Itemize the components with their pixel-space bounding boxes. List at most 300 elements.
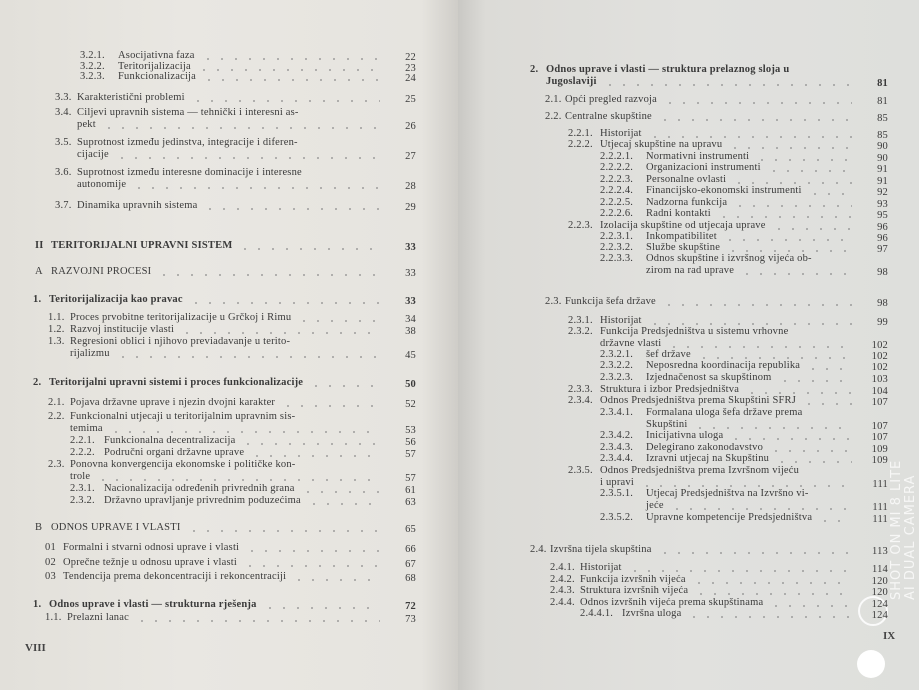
- toc-entry-text: Službe skupštine: [646, 242, 721, 253]
- toc-entry-number: 2.2.3.: [568, 220, 593, 231]
- toc-entry-line: [646, 419, 852, 431]
- dot-leader: [603, 76, 852, 87]
- toc-entry-title: [49, 377, 380, 389]
- toc-entry-title: [77, 200, 380, 212]
- toc-entry: [70, 495, 416, 507]
- dot-leader: [189, 294, 380, 305]
- dot-leader: [772, 220, 852, 231]
- toc-entry-number: 2.3.5.1.: [600, 488, 634, 499]
- toc-page-number: 111: [872, 514, 888, 525]
- toc-page-number: 95: [877, 210, 888, 221]
- toc-entry: [600, 430, 888, 442]
- toc-page-number: 109: [871, 444, 888, 455]
- toc-entry-text: Izjednačenost sa skupštinom: [646, 372, 772, 383]
- toc-page-number: 28: [405, 180, 416, 192]
- dot-leader: [732, 174, 852, 185]
- toc-entry-title: [49, 294, 380, 306]
- toc-entry-line: [77, 200, 380, 212]
- dot-leader: [818, 512, 852, 523]
- toc-entry: [70, 483, 416, 495]
- toc-entry-title: [63, 571, 380, 583]
- toc-entry-line: [63, 557, 380, 569]
- toc-entry-line: [63, 571, 380, 583]
- dot-leader: [203, 200, 380, 211]
- toc-entry-text: Odnos uprave i vlasti — strukturna rješenja: [49, 599, 257, 610]
- toc-entry-title: [51, 266, 380, 278]
- toc-entry-number: 3.4.: [55, 107, 72, 118]
- toc-entry-text: Izolacija skupštine od utjecaja uprave: [600, 220, 766, 231]
- toc-entry-number: 2.3.5.: [568, 465, 593, 476]
- dot-leader: [692, 574, 852, 585]
- toc-entry-title: [104, 447, 380, 459]
- toc-entry-title: [77, 107, 380, 130]
- toc-entry-title: [70, 397, 380, 409]
- dot-leader: [245, 542, 380, 553]
- toc-entry-number: 2.2.2.3.: [600, 174, 634, 185]
- toc-page-number: 24: [405, 73, 416, 84]
- toc-page-number: 50: [405, 379, 416, 390]
- toc-entry-title: [646, 407, 852, 430]
- toc-entry: [55, 200, 416, 212]
- toc-entry-line: [646, 208, 852, 220]
- toc-page-number: 26: [405, 120, 416, 132]
- toc-entry: [600, 151, 888, 163]
- toc-entry-title: [77, 137, 380, 160]
- toc-entry-number: 03: [45, 571, 56, 582]
- dot-leader: [241, 435, 380, 446]
- toc-entry-line: [600, 465, 852, 477]
- dot-leader: [717, 208, 852, 219]
- toc-entry-number: 2.2.3.3.: [600, 253, 634, 264]
- toc-entry: [600, 442, 888, 454]
- toc-entry-title: [63, 557, 380, 569]
- toc-page-number: 52: [405, 399, 416, 410]
- toc-entry-title: [67, 612, 380, 624]
- toc-entry-text: Teritorijalizacija: [118, 61, 191, 72]
- toc-entry-number: 2.3.: [48, 459, 65, 470]
- toc-entry-text: Odnos skupštine i izvršnog vijeća ob-: [646, 253, 812, 264]
- toc-entry-number: 1.: [33, 599, 42, 610]
- toc-page-number: 114: [872, 564, 888, 575]
- toc-entry-title: [77, 167, 380, 190]
- toc-entry-line: [77, 167, 380, 179]
- dot-leader: [723, 231, 852, 242]
- page-folio-left: VIII: [25, 642, 46, 654]
- toc-entry-title: [646, 208, 852, 220]
- toc-entry-number: 02: [45, 557, 56, 568]
- toc-entry: [48, 459, 416, 482]
- toc-entry-line: [646, 372, 852, 384]
- toc-entry-number: 2.4.2.: [550, 574, 575, 585]
- toc-entry-number: 2.3.4.3.: [600, 442, 634, 453]
- toc-entry-title: [580, 574, 852, 586]
- toc-entry-text: TERITORIJALNI UPRAVNI SISTEM: [51, 240, 233, 251]
- toc-entry-number: 2.2.: [545, 111, 562, 122]
- toc-entry-title: [646, 231, 852, 243]
- toc-entry: [80, 71, 416, 83]
- toc-entry-text: pekt: [77, 118, 96, 130]
- toc-entry-title: [600, 128, 852, 140]
- toc-entry-title: [646, 151, 852, 163]
- toc-entry-text: Odnos Predsjedništva prema Izvršnom vijeću: [600, 465, 800, 476]
- toc-page-number: 93: [877, 199, 888, 210]
- toc-entry-title: [646, 430, 852, 442]
- toc-page-number: 22: [405, 52, 416, 63]
- toc-entry-text: Proces prvobitne teritorijalizacije u Grčkoj i Rimu: [70, 312, 292, 323]
- toc-entry-title: [580, 562, 852, 574]
- toc-page-number: 57: [405, 449, 416, 460]
- toc-entry: [600, 512, 888, 524]
- toc-entry-text: Organizacioni instrumenti: [646, 162, 761, 173]
- toc-entry-line: [646, 162, 852, 174]
- toc-entry-title: [600, 315, 852, 327]
- toc-entry-number: 2.4.3.: [550, 585, 575, 596]
- toc-entry: [600, 453, 888, 465]
- toc-page-number: 99: [877, 317, 888, 328]
- dot-leader: [263, 599, 380, 610]
- toc-entry-line: [77, 107, 380, 119]
- toc-page-number: 102: [871, 362, 888, 373]
- dot-leader: [667, 338, 852, 349]
- toc-entry-title: [646, 488, 852, 511]
- toc-page-number: 57: [405, 472, 416, 484]
- toc-entry-text: Struktura i izbor Predsjedništva: [600, 384, 740, 395]
- toc-page-number: 25: [405, 94, 416, 105]
- toc-page-number: 33: [405, 296, 416, 307]
- dot-leader: [648, 315, 852, 326]
- toc-entry-text: Oprečne težnje u odnosu uprave i vlasti: [63, 557, 237, 568]
- toc-entry: [600, 231, 888, 243]
- dot-leader: [238, 240, 380, 251]
- toc-entry-number: 3.2.2.: [80, 61, 105, 72]
- toc-entry-text: Regresioni oblici i njihovo previadavanje u terito-: [70, 336, 291, 347]
- dot-leader: [726, 242, 852, 253]
- toc-entry-line: [646, 253, 852, 265]
- toc-entry-number: 2.2.2.2.: [600, 162, 634, 173]
- toc-entry-number: 3.2.3.: [80, 71, 105, 82]
- toc-entry-text: Funkcija šefa države: [565, 296, 656, 307]
- toc-entry-title: [70, 312, 380, 324]
- toc-entry-line: [646, 174, 852, 186]
- toc-entry: [48, 411, 416, 434]
- dot-leader: [116, 348, 380, 359]
- toc-entry-number: 2.2.2.: [568, 139, 593, 150]
- dot-leader: [687, 608, 852, 619]
- toc-entry-title: [646, 185, 852, 197]
- toc-entry-line: [565, 296, 852, 308]
- toc-entry: [45, 542, 416, 554]
- dot-leader: [628, 562, 852, 573]
- dot-leader: [694, 585, 852, 596]
- toc-entry-title: [118, 50, 380, 62]
- toc-entry-line: [600, 128, 852, 140]
- toc-page-number: 97: [877, 244, 888, 255]
- toc-entry-title: [646, 442, 852, 454]
- toc-entry: [55, 92, 416, 104]
- toc-entry-text: Asocijativna faza: [118, 50, 195, 61]
- toc-entry-line: [600, 139, 852, 151]
- toc-entry-text: Personalne ovlasti: [646, 174, 727, 185]
- toc-entry-title: [646, 242, 852, 254]
- dot-leader: [769, 597, 852, 608]
- toc-entry-line: [646, 512, 852, 524]
- toc-entry: [545, 296, 888, 308]
- toc-entry-line: [646, 360, 852, 372]
- toc-page-number: 65: [405, 524, 416, 535]
- dot-leader: [202, 71, 380, 82]
- toc-entry-number: 2.3.1.: [568, 315, 593, 326]
- toc-entry-number: 1.: [33, 294, 42, 305]
- toc-entry-number: 3.5.: [55, 137, 72, 148]
- dot-leader: [180, 324, 380, 335]
- toc-entry-line: [646, 231, 852, 243]
- toc-page-number: 96: [877, 233, 888, 244]
- toc-page-number: 91: [877, 164, 888, 175]
- toc-entry-number: 2.2.2.1.: [600, 151, 634, 162]
- dot-leader: [663, 94, 852, 105]
- toc-entry-text: Jugoslaviji: [546, 75, 597, 87]
- toc-entry: [568, 395, 888, 407]
- toc-entry-line: [104, 483, 380, 495]
- toc-entry-title: [580, 597, 852, 609]
- toc-entry-text: Historijat: [600, 315, 642, 326]
- toc-page-number: 92: [877, 187, 888, 198]
- toc-page-number: 66: [405, 544, 416, 555]
- toc-entry: [550, 574, 888, 586]
- toc-entry-number: 2.3.4.: [568, 395, 593, 406]
- toc-entry-text: Historijat: [600, 128, 642, 139]
- toc-page-number: 124: [871, 610, 888, 621]
- toc-entry-line: [118, 50, 380, 62]
- toc-entry: [600, 407, 888, 430]
- toc-entry-text: trole: [70, 470, 91, 482]
- toc-entry-title: [646, 174, 852, 186]
- toc-entry-number: 01: [45, 542, 56, 553]
- dot-leader: [187, 522, 380, 533]
- toc-entry-text: Prelazni lanac: [67, 612, 129, 623]
- toc-entry-title: [51, 240, 380, 252]
- toc-entry-text: Nadzorna funkcija: [646, 197, 728, 208]
- toc-page-number: 67: [405, 559, 416, 570]
- toc-entry-number: 2.3.2.: [568, 326, 593, 337]
- toc-entry: [568, 128, 888, 140]
- toc-page-number: 107: [871, 397, 888, 408]
- toc-entry-line: [646, 453, 852, 465]
- toc-entry-text: ODNOS UPRAVE I VLASTI: [51, 522, 181, 533]
- toc-page-number: 34: [405, 314, 416, 325]
- toc-page-number: 85: [877, 113, 888, 124]
- toc-entry-line: [70, 459, 380, 471]
- toc-entry-line: [118, 71, 380, 83]
- dot-leader: [740, 265, 852, 276]
- toc-entry-title: [580, 585, 852, 597]
- dot-leader: [307, 495, 380, 506]
- toc-entry-number: 2.2.1.: [70, 435, 95, 446]
- toc-entry: [48, 397, 416, 409]
- toc-entry-title: [104, 495, 380, 507]
- toc-entry-line: [600, 220, 852, 232]
- toc-entry: [35, 266, 416, 278]
- toc-entry-title: [70, 336, 380, 359]
- toc-entry-line: [49, 599, 380, 611]
- toc-entry-title: [600, 384, 852, 396]
- toc-entry-text: Suprotnost između jedinstva, integracije i diferen-: [77, 137, 298, 148]
- toc-entry-text: Utjecaj skupštine na upravu: [600, 139, 723, 150]
- toc-entry: [530, 544, 888, 556]
- toc-entry-line: [580, 585, 852, 597]
- toc-entry-number: B: [35, 522, 43, 533]
- toc-entry: [33, 294, 416, 306]
- toc-entry-text: Funkcionalizacija: [118, 71, 197, 82]
- toc-page-number: 33: [405, 268, 416, 279]
- toc-page-number: 113: [872, 546, 888, 557]
- toc-entry: [568, 465, 888, 488]
- toc-page-number: 33: [405, 242, 416, 253]
- toc-entry-text: rijalizmu: [70, 347, 110, 359]
- toc-entry-number: 2.2.2.5.: [600, 197, 634, 208]
- toc-page-number: 81: [877, 96, 888, 107]
- toc-entry-line: [646, 407, 852, 419]
- dot-leader: [767, 162, 852, 173]
- toc-entry-title: [118, 71, 380, 83]
- toc-entry-number: 2.2.3.1.: [600, 231, 634, 242]
- page-folio-right: IX: [883, 630, 896, 642]
- toc-entry: [55, 167, 416, 190]
- toc-entry-number: 1.3.: [48, 336, 65, 347]
- toc-entry-text: Funkcija Predsjedništva u sistemu vrhovne: [600, 326, 789, 337]
- toc-entry-line: [646, 242, 852, 254]
- toc-entry-text: Opći pregled razvoja: [565, 94, 658, 105]
- toc-entry-text: Karakteristični problemi: [77, 92, 185, 103]
- toc-entry-line: [550, 544, 852, 556]
- dot-leader: [745, 384, 852, 395]
- toc-entry-number: 2.4.1.: [550, 562, 575, 573]
- dot-leader: [201, 50, 380, 61]
- dot-leader: [808, 185, 852, 196]
- watermark-line-2: AI DUAL CAMERA: [903, 474, 918, 600]
- toc-page-number: 45: [405, 349, 416, 361]
- toc-entry-text: šef države: [646, 349, 691, 360]
- toc-entry-number: 2.3.4.1.: [600, 407, 634, 418]
- toc-entry: [70, 447, 416, 459]
- toc-entry-number: 2.3.2.3.: [600, 372, 634, 383]
- toc-entry-number: A: [35, 266, 43, 277]
- toc-entry-text: Skupštini: [646, 418, 688, 430]
- toc-entry-number: 2.3.4.2.: [600, 430, 634, 441]
- toc-page-number: 56: [405, 437, 416, 448]
- dot-leader: [243, 557, 380, 568]
- toc-entry-line: [646, 197, 852, 209]
- toc-entry-text: Financijsko-ekonomski instrumenti: [646, 185, 802, 196]
- toc-entry-line: [77, 179, 380, 191]
- dot-leader: [693, 419, 852, 430]
- toc-entry-number: 2.3.: [545, 296, 562, 307]
- toc-entry-text: Formalni i stvarni odnosi uprave i vlasti: [63, 542, 240, 553]
- toc-entry-text: Odnos uprave i vlasti — struktura prelaznog sloja u: [546, 64, 790, 75]
- toc-entry-number: 2.1.: [545, 94, 562, 105]
- toc-entry: [35, 240, 416, 252]
- toc-entry-title: [600, 220, 852, 232]
- watermark-dot-icon: [857, 650, 885, 678]
- toc-entry-title: [63, 542, 380, 554]
- toc-entry-line: [104, 495, 380, 507]
- dot-leader: [729, 430, 852, 441]
- toc-entry: [48, 336, 416, 359]
- toc-entry-line: [70, 312, 380, 324]
- dot-leader: [115, 149, 380, 160]
- toc-page-number: 85: [877, 130, 888, 141]
- toc-entry-title: [49, 599, 380, 611]
- toc-entry-line: [580, 597, 852, 609]
- toc-page-number: 107: [871, 420, 888, 432]
- toc-entry-line: [77, 92, 380, 104]
- toc-entry-line: [67, 612, 380, 624]
- toc-entry-number: 2.: [530, 64, 539, 75]
- toc-entry-line: [77, 137, 380, 149]
- toc-entry: [568, 139, 888, 151]
- toc-entry-number: 2.2.2.: [70, 447, 95, 458]
- toc-entry-line: [646, 349, 852, 361]
- toc-entry: [48, 312, 416, 324]
- toc-entry-title: [600, 465, 852, 488]
- dot-leader: [301, 483, 380, 494]
- dot-leader: [102, 119, 380, 130]
- toc-entry-line: [77, 119, 380, 131]
- toc-page-number: 124: [871, 599, 888, 610]
- toc-entry: [33, 377, 416, 389]
- dot-leader: [778, 372, 852, 383]
- toc-entry-line: [600, 338, 852, 350]
- dot-leader: [191, 92, 380, 103]
- toc-page-number: 29: [405, 202, 416, 213]
- dot-leader: [658, 544, 852, 555]
- dot-leader: [135, 612, 380, 623]
- toc-entry-text: Funkcionalna decentralizacija: [104, 435, 236, 446]
- toc-entry-line: [104, 435, 380, 447]
- toc-entry-text: Izravni utjecaj na Skupštinu: [646, 453, 770, 464]
- toc-entry: [568, 326, 888, 349]
- toc-entry-number: 2.2.2.4.: [600, 185, 634, 196]
- toc-entry-title: [646, 372, 852, 384]
- toc-entry-text: Funkcija izvršnih vijeća: [580, 574, 686, 585]
- toc-entry-text: Radni kontakti: [646, 208, 711, 219]
- toc-entry-number: 2.1.: [48, 397, 65, 408]
- toc-entry-text: Neposredna koordinacija republika: [646, 360, 801, 371]
- watermark-line-1: SHOT ON MI 8 LITE: [889, 459, 904, 600]
- toc-entry: [568, 384, 888, 396]
- toc-entry: [600, 349, 888, 361]
- toc-entry-number: 2.2.3.2.: [600, 242, 634, 253]
- toc-entry-number: 2.4.: [530, 544, 547, 555]
- dot-leader: [755, 151, 852, 162]
- toc-page-number: 81: [877, 77, 888, 89]
- toc-entry-text: Nacionalizacija određenih privrednih grana: [104, 483, 295, 494]
- toc-entry: [80, 50, 416, 62]
- dot-leader: [806, 360, 852, 371]
- toc-entry: [600, 372, 888, 384]
- toc-entry-number: 3.3.: [55, 92, 72, 103]
- toc-entry-title: [550, 544, 852, 556]
- camera-watermark: [890, 460, 918, 600]
- toc-page-number: 98: [877, 298, 888, 309]
- toc-entry-line: [70, 411, 380, 423]
- toc-entry-title: [565, 111, 852, 123]
- toc-entry-text: Područni organi državne uprave: [104, 447, 245, 458]
- dot-leader: [728, 139, 852, 150]
- toc-entry-line: [51, 522, 380, 534]
- toc-entry: [580, 608, 888, 620]
- toc-entry: [545, 94, 888, 106]
